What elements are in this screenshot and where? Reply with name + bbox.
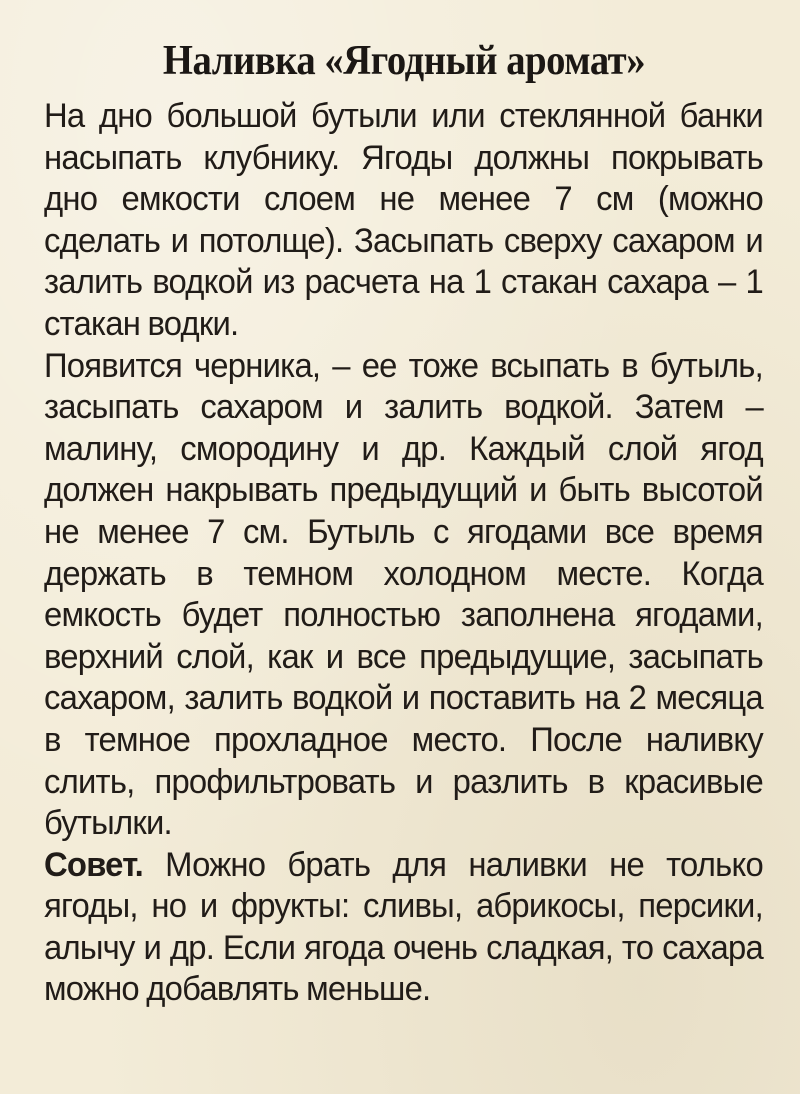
tip-paragraph — [44, 845, 763, 1011]
recipe-body — [44, 96, 764, 1011]
paragraph-1-text: На дно большой бутыли или стеклянной банки насыпать клубнику. Ягоды должны покрывать дно емкости слоем не менее 7 см (можно сделать и потолще). Засыпать сверху сахаром и залить водкой из расчета на 1 стакан сахара – 1 стакан водки. — [44, 97, 763, 343]
recipe-title: Наливка «Ягодный аромат» — [162, 38, 646, 84]
paragraph-2-text: Появится черника, – ее тоже всыпать в бутыль, засыпать сахаром и залить водкой. Затем – малину, смородину и др. Каждый слой ягод должен накрывать предыдущий и быть высотой не менее 7 см. Бутыль с ягодами все время держать в темном холодном месте. Когда емкость будет полностью заполнена ягодами, верхний слой, как и все предыдущие, засыпать сахаром, залить водкой и поставить на 2 месяца в темное прохладное место. После наливку слить, профильтровать и разлить в красивые бутылки. — [44, 346, 763, 843]
paragraph-1 — [44, 96, 763, 346]
tip-label: Совет. — [44, 845, 143, 884]
tip-text: Можно брать для наливки не только ягоды, но и фрукты: сливы, абрикосы, персики, алычу и др. Если ягода очень сладкая, то сахара можно добавлять меньше. — [44, 845, 763, 1009]
paragraph-2 — [44, 346, 763, 845]
